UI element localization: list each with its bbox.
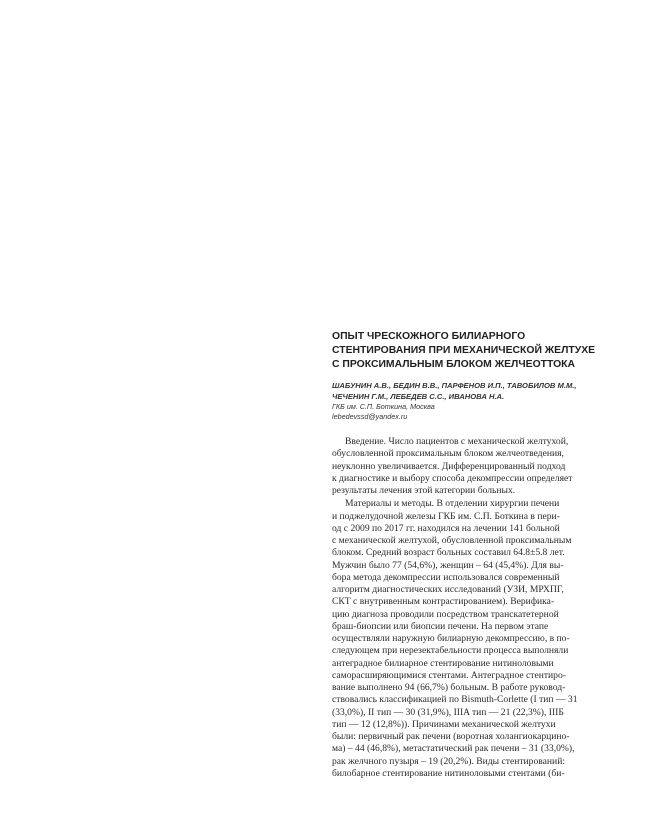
- body-line: бора метода декомпрессии использовался современный: [332, 571, 560, 583]
- body-line: и поджелудочной железы ГКБ им. С.П. Боткина в пери-: [332, 510, 560, 522]
- body-line: следующем при нерезектабельности процесса выполняли: [332, 645, 569, 657]
- title-line: С ПРОКСИМАЛЬНЫМ БЛОКОМ ЖЕЛЧЕОТТОКА: [332, 359, 576, 370]
- article-affiliation-block: [332, 402, 590, 422]
- body-line: од с 2009 по 2017 гг. находился на лечении 141 больной: [332, 522, 560, 534]
- body-line: Мужчин было 77 (54,6%), женщин – 64 (45,4%). Для вы-: [332, 559, 564, 571]
- body-line: с механической желтухой, обусловленной проксимальным: [332, 535, 572, 546]
- body-line: осуществляли наружную билиарную декомпрессию, в по-: [332, 633, 570, 644]
- body-line: результаты лечения этой категории больных.: [332, 485, 516, 496]
- title-line: СТЕНТИРОВАНИЯ ПРИ МЕХАНИЧЕСКОЙ ЖЕЛТУХЕ: [332, 345, 596, 356]
- body-line: браш-биопсии или биопсии печени. На первом этапе: [332, 620, 549, 632]
- author-line: ЧЕЧЕНИН Г.М., ЛЕБЕДЕВ С.С., ИВАНОВА Н.А.: [332, 392, 505, 401]
- body-line: СКТ с внутривенным контрастированием). Верифика-: [332, 596, 555, 608]
- article-body: [332, 436, 590, 780]
- body-line: обусловленной проксимальным блоком желчеотведения,: [332, 448, 564, 460]
- body-line: ствовались классификацией по Bismuth-Corlette (I тип — 31: [332, 694, 578, 706]
- body-line: тип — 12 (12,8%)). Причинами механической желтухи: [332, 718, 556, 730]
- body-line: неуклонно увеличивается. Дифференцированный подход: [332, 460, 566, 472]
- article-title: [332, 330, 596, 372]
- author-line: ШАБУНИН А.В., БЕДИН В.В., ПАРФЕНОВ И.П., ТАВОБИЛОВ М.М.,: [332, 381, 577, 390]
- body-line: были: первичный рак печени (воротная холангиокарцино-: [332, 731, 570, 742]
- body-line: (33,0%), II тип — 30 (31,9%), IIIA тип — 21 (22,3%), IIIБ: [332, 706, 564, 718]
- body-line: антеградное билиарное стентирование нитиноловыми: [332, 657, 554, 669]
- article-authors: [332, 380, 590, 402]
- body-line: вание выполнено 94 (66,7%) больным. В работе руковод-: [332, 682, 566, 693]
- body-line: цию диагноза проводили посредством транскатетерной: [332, 608, 559, 620]
- body-line: Введение. Число пациентов с механической желтухой,: [345, 436, 569, 447]
- body-line: рак желчного пузыря – 19 (20,2%). Виды стентирований:: [332, 755, 565, 767]
- paragraph-introduction: [332, 436, 590, 497]
- affiliation: ГКБ им. С.П. Боткина, Москва: [332, 402, 435, 411]
- body-line: Материалы и методы. В отделении хирургии печени: [345, 498, 560, 510]
- title-line: ОПЫТ ЧРЕСКОЖНОГО БИЛИАРНОГО: [332, 331, 526, 342]
- body-line: саморасширяющимися стентами. Антеградное стентиро-: [332, 669, 566, 681]
- body-line: алгоритм диагностических исследований (УЗИ, МРХПГ,: [332, 584, 564, 595]
- body-line: блоком. Средний возраст больных составил 64.8±5.8 лет.: [332, 547, 565, 559]
- body-line: билобарное стентирование нитиноловыми стентами (би-: [332, 767, 565, 779]
- body-line: к диагностике и выбору способа декомпрессии определяет: [332, 472, 573, 484]
- article-column: [332, 330, 596, 780]
- paragraph-methods: [332, 498, 590, 780]
- email: lebedevssd@yandex.ru: [332, 412, 408, 421]
- body-line: ма) – 44 (46,8%), метастатический рак печени – 31 (33,0%),: [332, 743, 575, 755]
